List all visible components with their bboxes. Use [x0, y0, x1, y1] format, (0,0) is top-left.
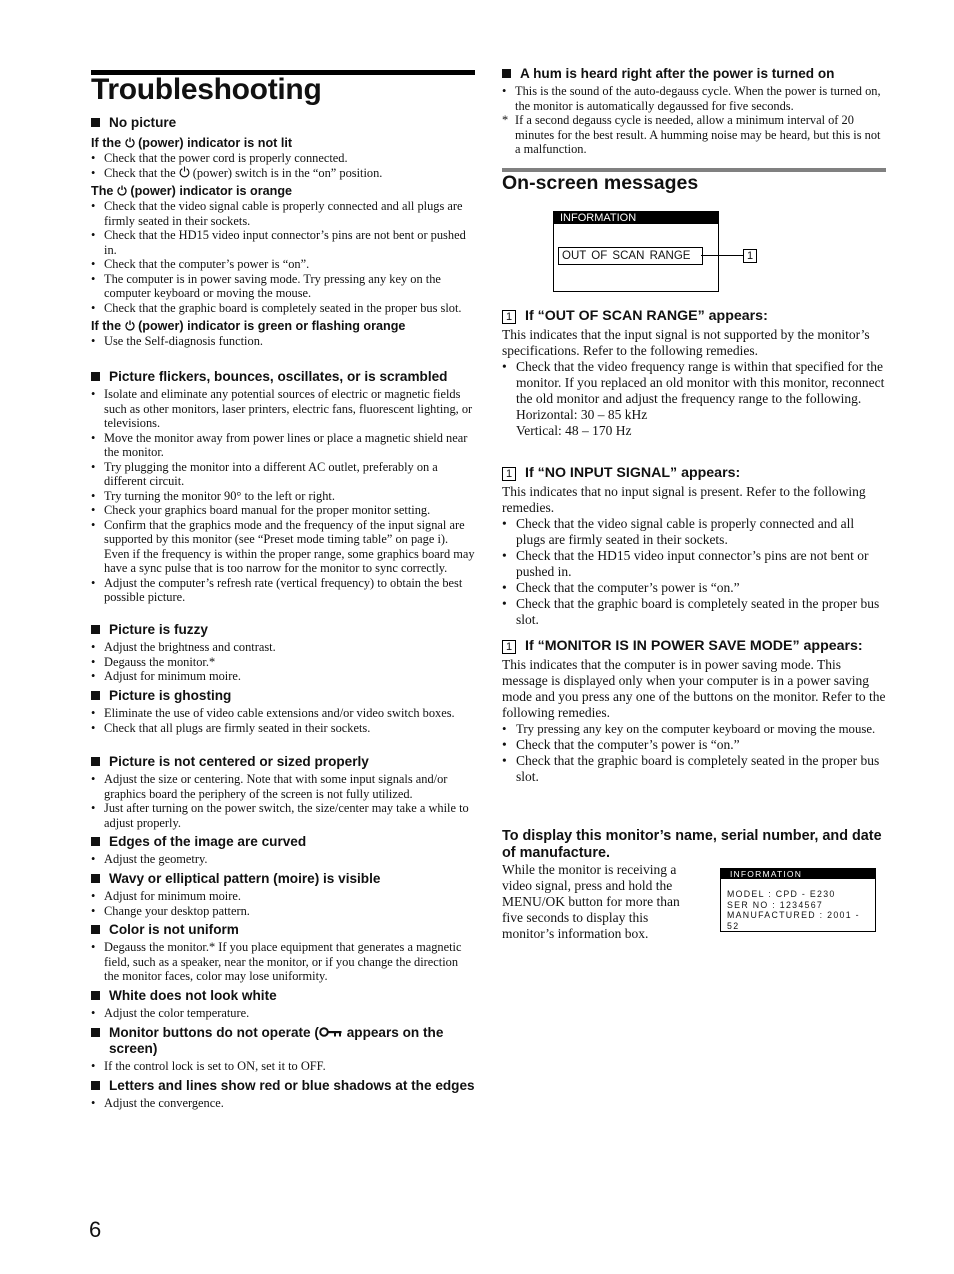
- list-item: • Check that the graphic board is completely seated in the proper bus slot.: [502, 753, 886, 785]
- square-bullet-icon: [91, 118, 100, 127]
- callout-leader-line: [701, 255, 743, 256]
- section-centered: [91, 754, 475, 830]
- monitor-information-box: [720, 868, 876, 932]
- section-white: [91, 988, 475, 1021]
- square-bullet-icon: [91, 874, 100, 883]
- list-item: • Use the Self-diagnosis function.: [91, 334, 475, 349]
- list-color: [91, 940, 475, 984]
- section-buttons: [91, 1025, 475, 1074]
- list-flicker: [91, 387, 475, 605]
- list-item: • Degauss the monitor.* If you place equipment that generates a magnetic field, such as a speaker, near the monitor, or if you change the direction the monitor faces, color may lose uniformity.: [91, 940, 475, 984]
- list-shadows: [91, 1096, 475, 1111]
- callout-number: 1: [743, 249, 757, 263]
- list-moire: [91, 889, 475, 918]
- list-buttons: [91, 1059, 475, 1074]
- horizontal-range: Horizontal: 30 – 85 kHz: [516, 407, 648, 422]
- list-item: • Check that the HD15 video input connector’s pins are not bent or pushed in.: [502, 548, 886, 580]
- list-item: • Check that the HD15 video input connector’s pins are not bent or pushed in.: [91, 228, 475, 257]
- vertical-range: Vertical: 48 – 170 Hz: [516, 423, 632, 438]
- section-no-input-signal: [502, 465, 886, 628]
- list-indicator-orange: [91, 199, 475, 315]
- section-hum: [502, 66, 886, 157]
- power-icon: [117, 185, 127, 196]
- heading-display-info: To display this monitor’s name, serial number, and date of manufacture.: [502, 828, 882, 861]
- subheading-indicator-green: If the (power) indicator is green or flashing orange: [91, 319, 406, 333]
- list-item: • Check that the computer’s power is “on.”: [502, 580, 886, 596]
- heading-curved: Edges of the image are curved: [91, 834, 475, 850]
- square-bullet-icon: [91, 1081, 100, 1090]
- heading-moire: Wavy or elliptical pattern (moire) is visible: [91, 871, 475, 887]
- list-item: • Check that the (power) switch is in the “on” position.: [91, 166, 475, 181]
- heading-color: Color is not uniform: [91, 922, 475, 938]
- square-bullet-icon: [91, 372, 100, 381]
- power-icon: [125, 320, 135, 331]
- list-item: • Adjust the color temperature.: [91, 1006, 475, 1021]
- list-item: • Check that the video signal cable is properly connected and all plugs are firmly seated in their sockets.: [502, 516, 886, 548]
- list-item: • Degauss the monitor.*: [91, 655, 475, 670]
- heading-buttons: Monitor buttons do not operate ( appears on the screen): [91, 1025, 475, 1057]
- list-ghosting: [91, 706, 475, 735]
- square-bullet-icon: [91, 925, 100, 934]
- heading-onscreen-messages: On-screen messages: [502, 172, 699, 194]
- section-shadows: [91, 1078, 475, 1111]
- section-no-picture: [91, 115, 475, 349]
- list-item: • Check that the video frequency range is within that specified for the monitor. If you replaced an old monitor with this monitor, reconnect the old monitor and adjust the frequency range to the following.: [502, 359, 886, 407]
- heading-out-of-scan-range: 1 If “OUT OF SCAN RANGE” appears:: [502, 308, 886, 325]
- list-item: • Check that the power cord is properly connected.: [91, 151, 475, 166]
- list-item: • Isolate and eliminate any potential sources of electric or magnetic fields such as other monitors, laser printers, electric fans, fluorescent lighting, or televisions.: [91, 387, 475, 431]
- heading-fuzzy: Picture is fuzzy: [91, 622, 475, 638]
- heading-power-save-mode: 1 If “MONITOR IS IN POWER SAVE MODE” appears:: [502, 638, 886, 655]
- list-item: • Adjust the convergence.: [91, 1096, 475, 1111]
- list-item: • Adjust the brightness and contrast.: [91, 640, 475, 655]
- list-item: • Check that the video signal cable is properly connected and all plugs are firmly seated in their sockets.: [91, 199, 475, 228]
- subheading-indicator-not-lit: If the (power) indicator is not lit: [91, 136, 293, 150]
- square-bullet-icon: [91, 991, 100, 1000]
- list-white: [91, 1006, 475, 1021]
- list-fuzzy: [91, 640, 475, 684]
- section-out-of-scan-range: [502, 308, 886, 439]
- list-item: • Adjust the geometry.: [91, 852, 475, 867]
- list-item: • Try turning the monitor 90° to the left or right.: [91, 489, 475, 504]
- out-of-scan-range-message: OUT OF SCAN RANGE: [558, 247, 703, 265]
- square-bullet-icon: [91, 691, 100, 700]
- list-item: • This is the sound of the auto-degauss cycle. When the power is turned on, the monitor is automatically degaussed for five seconds.: [502, 84, 886, 113]
- square-bullet-icon: [502, 69, 511, 78]
- list-item: • Move the monitor away from power lines or place a magnetic shield near the monitor.: [91, 431, 475, 460]
- list-item: • Check that the computer’s power is “on”.: [91, 257, 475, 272]
- list-out-of-scan-range: [502, 359, 886, 407]
- list-centered: [91, 772, 475, 830]
- list-power-save-mode: [502, 721, 886, 785]
- footnote: * If a second degauss cycle is needed, allow a minimum interval of 20 minutes for the best result. A humming noise may be heard, but this is not a malfunction.: [502, 113, 881, 156]
- power-icon: [179, 166, 190, 178]
- list-curved: [91, 852, 475, 867]
- list-item: • Confirm that the graphics mode and the frequency of the input signal are supported by this monitor (see “Preset mode timing table” on page i). Even if the frequency is within the proper range, some graphics board may have a sync pulse that is too narrow for the monitor to sync correctly.: [91, 518, 475, 576]
- list-item: • Try plugging the monitor into a different AC outlet, preferably on a different circuit.: [91, 460, 475, 489]
- square-bullet-icon: [91, 837, 100, 846]
- heading-white: White does not look white: [91, 988, 475, 1004]
- list-item: • Adjust the computer’s refresh rate (vertical frequency) to obtain the best possible picture.: [91, 576, 475, 605]
- subheading-indicator-orange: The (power) indicator is orange: [91, 184, 293, 198]
- square-bullet-icon: [91, 625, 100, 634]
- model-line: MODEL : CPD - E230: [727, 889, 836, 899]
- list-indicator-not-lit: [91, 151, 475, 180]
- list-item: • Check that the graphic board is completely seated in the proper bus slot.: [502, 596, 886, 628]
- section-fuzzy: [91, 622, 475, 684]
- list-item: • Change your desktop pattern.: [91, 904, 475, 919]
- serial-line: SER NO : 1234567: [727, 899, 824, 910]
- list-item: • Eliminate the use of video cable extensions and/or video switch boxes.: [91, 706, 475, 721]
- list-item: • Check that the computer’s power is “on.”: [502, 737, 886, 753]
- section-color: [91, 922, 475, 984]
- section-ghosting: [91, 688, 475, 735]
- heading-hum: A hum is heard right after the power is turned on: [502, 66, 886, 82]
- list-item: • Adjust for minimum moire.: [91, 889, 475, 904]
- section-moire: [91, 871, 475, 918]
- list-item: • Check your graphics board manual for the proper monitor setting.: [91, 503, 475, 518]
- paragraph: While the monitor is receiving a video signal, press and hold the MENU/OK button for more than five seconds to display this monitor’s information box.: [502, 862, 680, 941]
- heading-no-input-signal: 1 If “NO INPUT SIGNAL” appears:: [502, 465, 886, 482]
- heading-flicker: Picture flickers, bounces, oscillates, or is scrambled: [91, 369, 475, 385]
- key-icon: [319, 1026, 343, 1038]
- page-title: Troubleshooting: [91, 73, 322, 106]
- heading-shadows: Letters and lines show red or blue shadows at the edges: [91, 1078, 475, 1094]
- list-item: • Try pressing any key on the computer keyboard or moving the mouse.: [502, 721, 886, 737]
- list-no-input-signal: [502, 516, 886, 628]
- note-hum: [502, 113, 886, 157]
- information-box-header: INFORMATION: [721, 869, 875, 879]
- list-item: • If the control lock is set to ON, set it to OFF.: [91, 1059, 475, 1074]
- list-item: • Adjust for minimum moire.: [91, 669, 475, 684]
- list-item: • Adjust the size or centering. Note that with some input signals and/or graphics board the periphery of the screen is not fully utilized.: [91, 772, 475, 801]
- heading-no-picture: No picture: [91, 115, 475, 131]
- section-curved: [91, 834, 475, 867]
- list-indicator-green: [91, 334, 475, 349]
- paragraph: This indicates that no input signal is present. Refer to the following remedies.: [502, 484, 866, 515]
- list-item: • Check that all plugs are firmly seated in their sockets.: [91, 721, 475, 736]
- square-bullet-icon: [91, 1028, 100, 1037]
- page-number: 6: [89, 1217, 102, 1242]
- list-item: • The computer is in power saving mode. Try pressing any key on the computer keyboard or moving the mouse.: [91, 272, 475, 301]
- power-icon: [125, 137, 135, 148]
- paragraph: This indicates that the input signal is not supported by the monitor’s specifications. Refer to the following remedies.: [502, 327, 870, 358]
- manufactured-line: MANUFACTURED : 2001 - 52: [727, 910, 860, 931]
- list-item: • Just after turning on the power switch, the size/center may take a while to adjust properly.: [91, 801, 475, 830]
- paragraph: This indicates that the computer is in power saving mode. This message is displayed only when your computer is in a power saving mode and you press any one of the buttons on the monitor. Refer to the following remedies.: [502, 657, 886, 720]
- list-item: • Check that the graphic board is completely seated in the proper bus slot.: [91, 301, 475, 316]
- list-hum: [502, 84, 886, 113]
- heading-ghosting: Picture is ghosting: [91, 688, 475, 704]
- information-box-header: INFORMATION: [554, 212, 718, 224]
- information-box-illustration: [553, 211, 719, 292]
- square-bullet-icon: [91, 757, 100, 766]
- section-flicker: [91, 369, 475, 605]
- section-power-save-mode: [502, 638, 886, 785]
- heading-centered: Picture is not centered or sized properly: [91, 754, 475, 770]
